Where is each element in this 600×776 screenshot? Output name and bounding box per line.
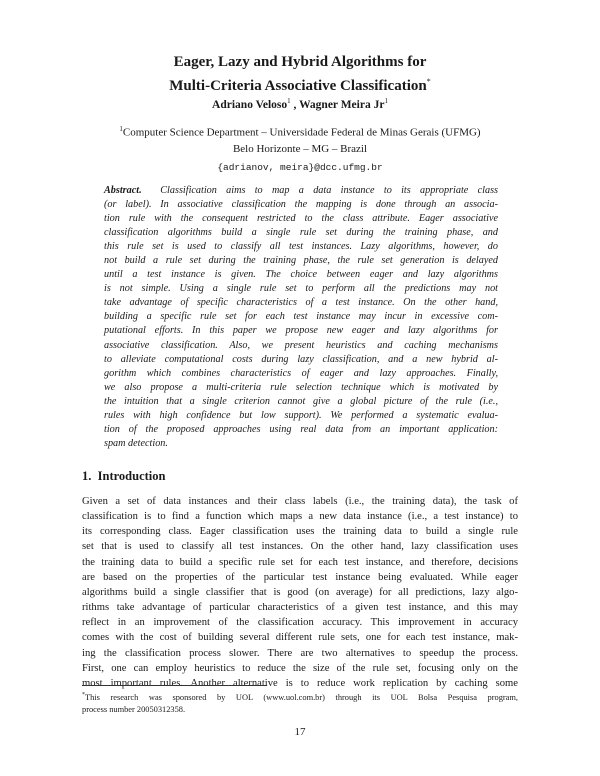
abstract-line: spam detection. <box>104 437 168 449</box>
author-separator: , <box>290 98 300 111</box>
body-line: ing the classification process slower. There are two alternatives to speedup the process. <box>82 647 518 659</box>
section-title: Introduction <box>97 469 166 483</box>
footnote-divider <box>82 685 267 686</box>
body-line: most important rules. Another alternative is to reduce work replication by caching some <box>82 677 518 689</box>
author-1-affil-mark: 1 <box>287 97 291 105</box>
body-line: classification is to find a function which maps a new data instance (i.e., a test instance) to <box>82 511 518 523</box>
body-line: the training data to build a specific rule set for each test instance, and therefore, decisions <box>82 556 518 568</box>
author-list <box>60 97 540 111</box>
author-2: Wagner Meira Jr <box>299 98 385 111</box>
body-line: are based on the properties of the particular test instance being evaluated. While eager <box>82 571 518 583</box>
abstract-line-text: Classification aims to map a data instance to its appropriate class <box>160 185 498 196</box>
author-1: Adriano Veloso <box>212 98 288 111</box>
footnote-line-2: process number 20050312358. <box>82 705 186 715</box>
body-line: Given a set of data instances and their class labels (i.e., the training data), the task of <box>82 496 518 507</box>
title-line-1: Eager, Lazy and Hybrid Algorithms for <box>173 54 427 70</box>
abstract-line: rules with high confidence but low support). We performed a systematic evalua- <box>104 409 498 421</box>
body-line: comes with the cost of building several different rule sets, one for each test instance, mak- <box>82 632 518 644</box>
body-line: its corresponding class. Eager classification uses the training data to build a single rule <box>82 526 518 538</box>
footnote-line-1-text: This research was sponsored by UOL (www.uol.com.br) through its UOL Bolsa Pesquisa program, <box>85 692 518 702</box>
page-number: 17 <box>294 726 306 738</box>
footnote <box>82 689 518 717</box>
abstract-line: the intuition that a single criterion cannot give a global picture of the rule (i.e., <box>104 395 498 407</box>
abstract-line: not build a rule set during the training phase, the rule set generation is delayed <box>104 255 498 267</box>
body-line: algorithms build a single classifier that is good (on average) for all predictions, lazy algo- <box>82 586 518 598</box>
abstract-line: take advantage of specific characteristics of a test instance. On the other hand, <box>104 297 498 309</box>
abstract-line: tion rule with the consequent restricted to the class attribute. Eager associative <box>104 213 498 225</box>
abstract-line: gorithm which combines characteristics of eager and lazy approaches. Finally, <box>104 367 498 379</box>
abstract-line: tion of the proposed approaches using real data from an important application: <box>104 423 498 435</box>
body-line: First, one can employ heuristics to reduce the size of the rule set, focusing only on the <box>82 662 518 674</box>
paper-title <box>60 52 540 96</box>
abstract-line <box>104 184 498 198</box>
abstract-line: (or label). In associative classification the mapping is done through an associa- <box>104 199 498 211</box>
body-line: reflect in an improvement of the classification accuracy. This improvement in accuracy <box>82 617 518 629</box>
abstract-line: this rule set is used to classify all test instances. Lazy algorithms, however, do <box>104 241 498 253</box>
title-line-2-text: Multi-Criteria Associative Classification <box>169 78 427 94</box>
affiliation-mark: 1 <box>119 125 123 133</box>
abstract-label: Abstract. <box>104 185 142 196</box>
body-line: rithms take advantage of particular characteristics of a given test instance, and this may <box>82 602 518 614</box>
abstract-line: putational efforts. In this paper we propose new eager and lazy algorithms for <box>104 325 498 337</box>
abstract-line: associative classification. Also, we present heuristics and caching mechanisms <box>104 339 498 351</box>
section-number: 1. <box>82 469 92 483</box>
abstract-line: classification algorithms build a single rule set during the training phase, and <box>104 227 498 239</box>
author-2-affil-mark: 1 <box>384 97 388 105</box>
abstract-line: building a specific rule set for each test instance may incur in excessive com- <box>104 311 498 323</box>
footnote-mark: * <box>82 692 85 698</box>
abstract-line: until a test instance is given. The choice between eager and lazy algorithms <box>104 269 498 281</box>
affiliation-line-1-text: Computer Science Department – Universidade Federal de Minas Gerais (UFMG) <box>122 126 481 139</box>
footnote-line-1 <box>82 689 518 704</box>
affiliation-line-1 <box>60 121 540 141</box>
abstract-line: to alleviate computational costs during lazy classification, and a new hybrid al- <box>104 353 498 365</box>
abstract-line: we also propose a multi-criteria rule selection technique which is motivated by <box>104 381 498 393</box>
abstract-line: is not simple. Using a single rule set to perform all the predictions may not <box>104 283 498 295</box>
introduction-body <box>82 494 518 691</box>
abstract <box>104 184 498 451</box>
section-heading-introduction <box>82 469 165 484</box>
title-footnote-mark: * <box>426 77 431 86</box>
affiliation-line-2: Belo Horizonte – MG – Brazil <box>232 142 368 155</box>
title-line-2 <box>60 72 540 96</box>
body-line: set that is used to classify all test instances. On the other hand, lazy classification uses <box>82 541 518 553</box>
affiliation <box>60 121 540 157</box>
author-emails: {adrianov, meira}@dcc.ufmg.br <box>217 162 383 173</box>
